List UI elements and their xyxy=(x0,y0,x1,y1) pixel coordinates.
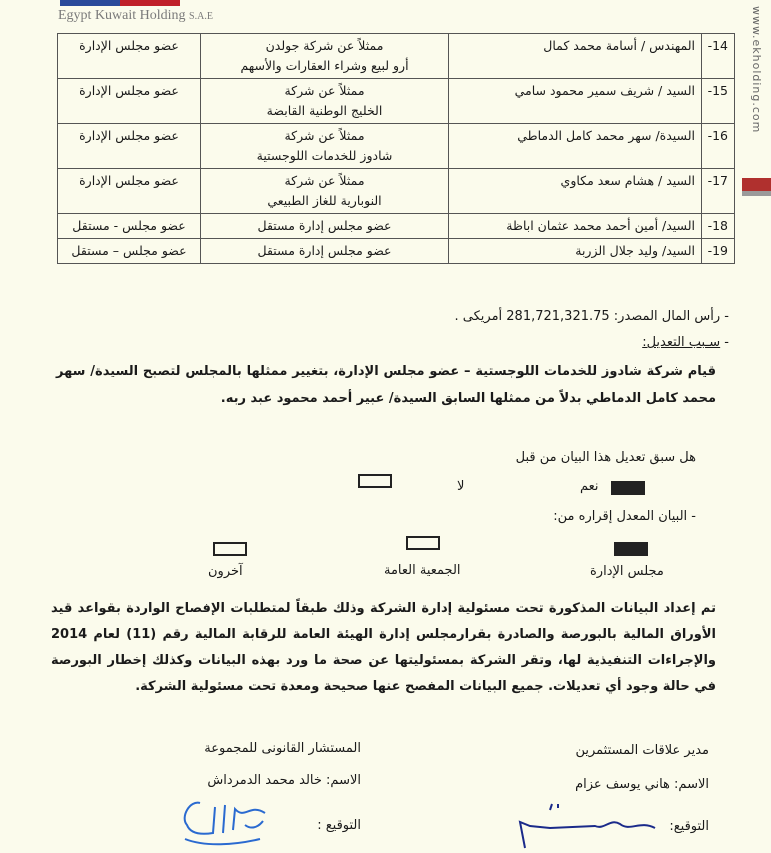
table-row xyxy=(58,79,735,124)
representation-line: شادوز للخدمات اللوجستية xyxy=(256,148,393,163)
representation-line: ممثلاً عن شركة xyxy=(284,83,365,98)
member-name: السيدة/ سهر محمد كامل الدماطي xyxy=(449,124,702,169)
signatory-1-sign-label: التوقيع: xyxy=(669,819,709,834)
member-name: السيد / هشام سعد مكاوي xyxy=(449,169,702,214)
side-tab-red xyxy=(742,178,771,191)
member-name: المهندس / أسامة محمد كمال xyxy=(449,34,702,79)
representation xyxy=(201,124,449,169)
representation-line: النوبارية للغاز الطبيعي xyxy=(267,193,382,208)
signatory-2-name: الاسم: خالد محمد الدمرداش xyxy=(207,773,361,788)
approver-others-checkbox[interactable] xyxy=(213,542,247,556)
row-number: 18- xyxy=(702,214,735,239)
representation-line: عضو مجلس إدارة مستقل xyxy=(257,218,392,233)
row-number: 19- xyxy=(702,239,735,264)
representation-line: ممثلاً عن شركة xyxy=(284,128,365,143)
member-role: عضو مجلس الإدارة xyxy=(58,169,201,214)
approver-board-label: مجلس الإدارة xyxy=(590,564,664,579)
signatory-2-title: المستشار القانونى للمجموعة xyxy=(204,741,361,756)
signature-1 xyxy=(490,800,660,850)
representation xyxy=(201,214,449,239)
representation-line: ممثلاً عن شركة جولدن xyxy=(265,38,384,53)
member-role: عضو مجلس الإدارة xyxy=(58,34,201,79)
representation xyxy=(201,169,449,214)
yes-checkbox[interactable] xyxy=(611,481,645,495)
member-role: عضو مجلس – مستقل xyxy=(58,239,201,264)
member-name: السيد / شريف سمير محمود سامي xyxy=(449,79,702,124)
company-suffix: S.A.E xyxy=(189,11,213,22)
reason-heading-wrap: - سـبب التعديل: xyxy=(642,335,729,350)
member-role: عضو مجلس الإدارة xyxy=(58,124,201,169)
member-role: عضو مجلس - مستقل xyxy=(58,214,201,239)
representation xyxy=(201,34,449,79)
signatory-1-name: الاسم: هاني يوسف عزام xyxy=(575,777,709,792)
signatory-1-title: مدير علاقات المستثمرين xyxy=(575,743,709,758)
reason-heading: سـبب التعديل: xyxy=(642,335,721,350)
approver-assembly-label: الجمعية العامة xyxy=(384,563,461,578)
approved-by-label: - البيان المعدل إقراره من: xyxy=(553,509,696,524)
no-checkbox[interactable] xyxy=(358,474,392,488)
logo-bar-accent xyxy=(120,0,180,6)
table-row xyxy=(58,34,735,79)
row-number: 17- xyxy=(702,169,735,214)
row-number: 14- xyxy=(702,34,735,79)
signatory-2-sign-label: التوقيع : xyxy=(317,818,361,833)
member-name: السيد/ أمين أحمد محمد عثمان اباظة xyxy=(449,214,702,239)
approver-assembly-checkbox[interactable] xyxy=(406,536,440,550)
approver-board-checkbox[interactable] xyxy=(614,542,648,556)
no-label: لا xyxy=(457,479,465,494)
member-role: عضو مجلس الإدارة xyxy=(58,79,201,124)
reason-text: قيام شركة شادوز للخدمات اللوجستية – عضو مجلس الإدارة، بتغيير ممثلها بالمجلس لتصبح السيدة/ سهر محمد كامل الدماطي بدلاً من ممثلها السابق السيدة/ عبير أحمد محمود عبد ربه. xyxy=(56,364,716,406)
signature-2 xyxy=(175,795,270,853)
board-members-table xyxy=(57,33,735,264)
table-row xyxy=(58,239,735,264)
table-row xyxy=(58,214,735,239)
representation-line: الخليج الوطنية القابضة xyxy=(266,103,383,118)
disclaimer-text: تم إعداد البيانات المذكورة تحت مسئولية إدارة الشركة وذلك طبقاً لمتطلبات الإفصاح الواردة بقواعد قيد الأوراق المالية بالبورصة والصادرة بقرارمجلس إدارة الهيئة العامة للرقابة المالية رقم (11) لعام 2014 والإجراءات التنفيذية لها، وتقر الشركة بمسئوليتها عن صحة ما ورد بهذه البيانات وكذلك إخطار البورصة في حالة وجود أي تعديلات. جميع البيانات المفصح عنها صحيحة ومعدة تحت مسئولية الشركة. xyxy=(51,601,717,694)
website-text: www.ekholding.com xyxy=(750,6,763,134)
company-logo-text xyxy=(58,8,213,24)
row-number: 16- xyxy=(702,124,735,169)
representation-line: ممثلاً عن شركة xyxy=(284,173,365,188)
capital-line: - رأس المال المصدر: 281,721,321.75 أمريكى . xyxy=(454,309,729,324)
approver-others-label: آخرون xyxy=(208,564,243,579)
row-number: 15- xyxy=(702,79,735,124)
representation xyxy=(201,239,449,264)
side-tab-grey xyxy=(742,191,771,196)
member-name: السيد/ وليد جلال الزربة xyxy=(449,239,702,264)
representation-line: عضو مجلس إدارة مستقل xyxy=(257,243,392,258)
prior-question: هل سبق تعديل هذا البيان من قبل xyxy=(515,450,696,465)
yes-label: نعم xyxy=(580,479,599,494)
company-name: Egypt Kuwait Holding xyxy=(58,8,186,23)
table-row xyxy=(58,124,735,169)
table-row xyxy=(58,169,735,214)
representation-line: أرو لبيع وشراء العقارات والأسهم xyxy=(240,58,409,73)
representation xyxy=(201,79,449,124)
